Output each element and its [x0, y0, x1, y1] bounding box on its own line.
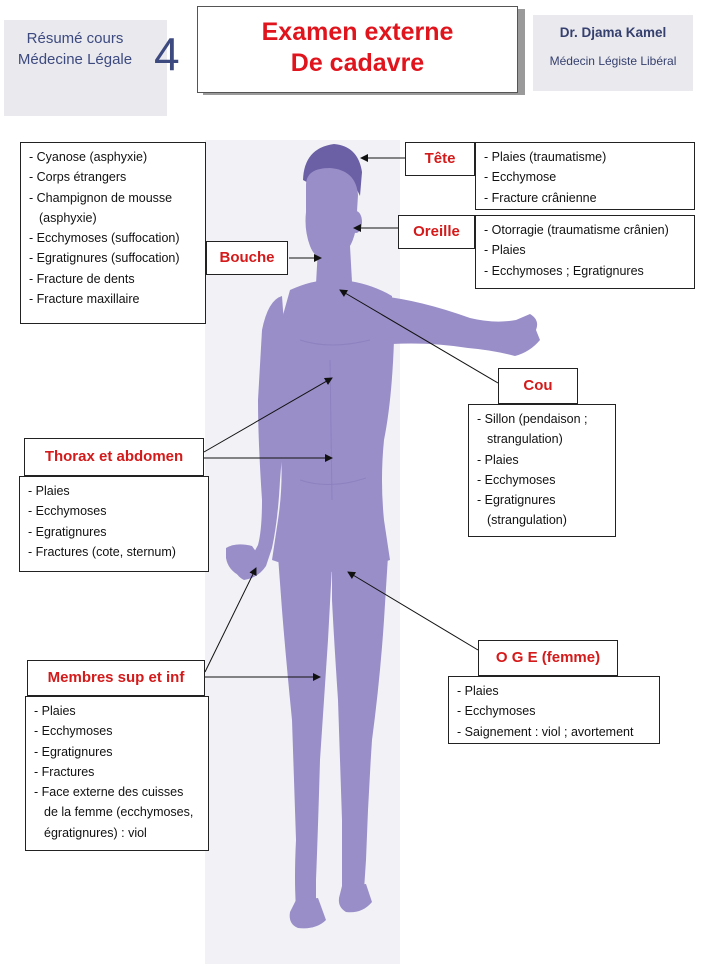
list-item: - Plaies [482, 240, 688, 260]
bouche-list [20, 142, 206, 324]
label-bouche-text: Bouche [219, 249, 275, 266]
list-item: - Ecchymoses ; Egratignures [482, 261, 688, 281]
course-line-1: Résumé cours [26, 30, 124, 47]
label-thorax [24, 438, 204, 476]
oge-list [448, 676, 660, 744]
list-item: - Saignement : viol ; avortement [455, 722, 653, 742]
list-item: - Plaies [475, 450, 609, 470]
membres-list [25, 696, 209, 851]
course-number: 4 [154, 28, 180, 80]
arrow-thorax-1 [204, 378, 332, 452]
label-oge [478, 640, 618, 676]
label-bouche [206, 241, 288, 275]
oreille-list [475, 215, 695, 289]
thorax-list [19, 476, 209, 572]
list-item: - Plaies [32, 701, 202, 721]
label-cou [498, 368, 578, 404]
arrow-oge [348, 572, 478, 650]
list-item: - Fracture de dents [27, 269, 199, 289]
label-tete [405, 142, 475, 176]
arrow-cou [340, 290, 498, 383]
list-item: (strangulation) [487, 513, 567, 528]
arrow-membres-1 [205, 568, 256, 672]
list-item: égratignures) : viol [44, 825, 147, 840]
label-oge-text: O G E (femme) [495, 649, 601, 666]
tete-list [475, 142, 695, 210]
list-item: - Champignon de mousse [27, 188, 199, 208]
title-line-1: Examen externe [261, 18, 454, 46]
list-item: - Ecchymoses [475, 470, 609, 490]
list-item: - Otorragie (traumatisme crânien) [482, 220, 688, 240]
list-item: - Plaies [455, 681, 653, 701]
title-line-2: De cadavre [290, 49, 425, 77]
list-item: - Plaies [26, 481, 202, 501]
list-item: - Plaies (traumatisme) [482, 147, 688, 167]
label-oreille-text: Oreille [413, 223, 460, 240]
course-line-2: Médecine Légale [17, 51, 133, 68]
list-item: - Egratignures [475, 490, 609, 510]
list-item: de la femme (ecchymoses, [44, 805, 194, 820]
label-oreille [398, 215, 475, 249]
list-item: - Egratignures (suffocation) [27, 248, 199, 268]
list-item: - Fractures [32, 762, 202, 782]
list-item: - Egratignures [26, 522, 202, 542]
label-tete-text: Tête [424, 150, 456, 167]
list-item: - Ecchymoses (suffocation) [27, 228, 199, 248]
list-item: - Fracture crânienne [482, 188, 688, 208]
doctor-name: Dr. Djama Kamel [559, 25, 667, 40]
list-item: - Fracture maxillaire [27, 289, 199, 309]
label-membres [27, 660, 205, 696]
cou-list [468, 404, 616, 537]
list-item: - Ecchymoses [32, 721, 202, 741]
list-item: - Ecchymoses [455, 701, 653, 721]
label-cou-text: Cou [523, 377, 553, 394]
doctor-role: Médecin Légiste Libéral [549, 54, 677, 68]
list-item: (asphyxie) [39, 210, 97, 225]
list-item: - Ecchymose [482, 167, 688, 187]
list-item: - Sillon (pendaison ; [475, 409, 609, 429]
list-item: - Fractures (cote, sternum) [26, 542, 202, 562]
label-thorax-text: Thorax et abdomen [44, 448, 184, 465]
list-item: - Corps étrangers [27, 167, 199, 187]
list-item: - Face externe des cuisses [32, 782, 202, 802]
list-item: - Egratignures [32, 742, 202, 762]
label-membres-text: Membres sup et inf [47, 669, 185, 686]
list-item: - Cyanose (asphyxie) [27, 147, 199, 167]
list-item: - Ecchymoses [26, 501, 202, 521]
list-item: strangulation) [487, 432, 563, 447]
